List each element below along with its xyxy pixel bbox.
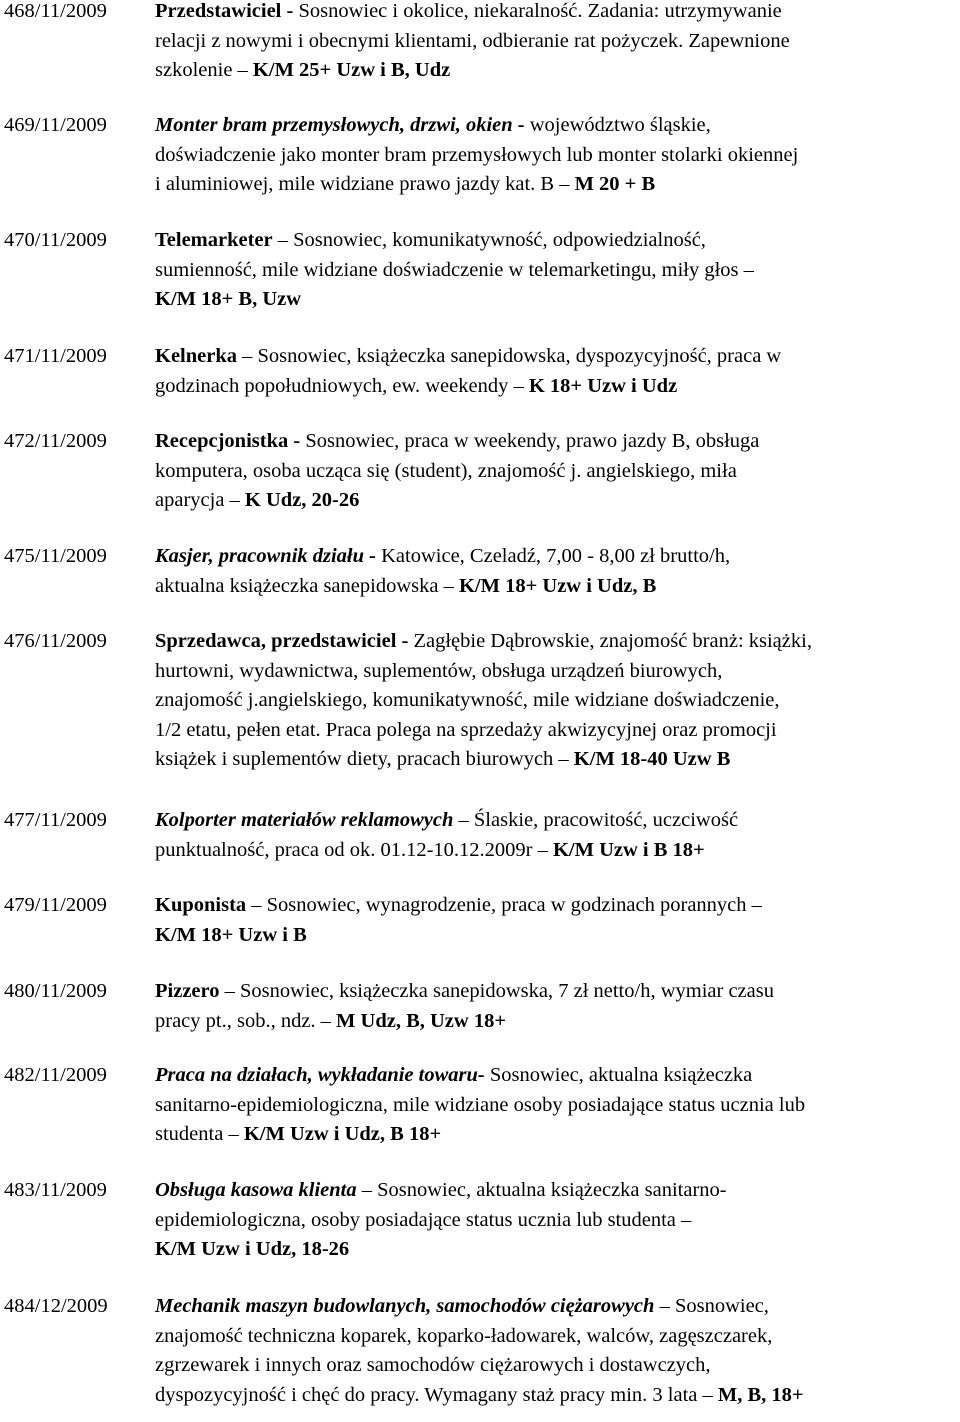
description-line <box>155 977 957 1007</box>
description-line <box>155 891 957 921</box>
description-line <box>155 1061 957 1091</box>
listing-number: 484/12/2009 <box>4 1295 108 1317</box>
description-line <box>155 285 957 315</box>
description-line <box>155 1235 957 1265</box>
body-text: pracy pt., sob., ndz. – <box>155 1009 337 1032</box>
emphasis-text: Recepcjonistka - <box>155 430 306 452</box>
listing-description <box>155 1292 957 1410</box>
listing-description <box>155 806 957 865</box>
listing-number: 479/11/2009 <box>4 894 107 916</box>
description-line <box>155 226 957 256</box>
emphasis-text: M 20 + B <box>574 173 656 195</box>
listing-description <box>155 111 957 200</box>
listing-description <box>155 427 957 516</box>
body-text: sumienność, mile widziane doświadczenie w telemarketingu, miły głos – <box>155 258 754 281</box>
body-text: punktualność, praca od ok. 01.12-10.12.2009r – <box>155 838 553 861</box>
emphasis-text: M, B, 18+ <box>717 1383 804 1406</box>
description-line <box>155 1381 957 1411</box>
listing-number: 477/11/2009 <box>4 809 107 831</box>
description-line <box>155 0 957 27</box>
description-line <box>155 1007 957 1037</box>
description-line <box>155 486 957 516</box>
listing-description <box>155 627 957 775</box>
listing-description <box>155 342 957 401</box>
body-text: Zagłębie Dąbrowskie, znajomość branż: książki, <box>413 630 812 652</box>
description-line <box>155 1322 957 1352</box>
body-text: 1/2 etatu, pełen etat. Praca polega na sprzedaży akwizycyjnej oraz promocji <box>155 718 777 741</box>
body-text: i aluminiowej, mile widziane prawo jazdy kat. B – <box>155 173 575 195</box>
body-text: studenta – <box>155 1123 244 1145</box>
listing-number: 475/11/2009 <box>4 545 107 567</box>
job-title-text: Mechanik maszyn budowlanych, samochodów ciężarowych <box>155 1295 655 1317</box>
body-text: znajomość j.angielskiego, komunikatywność, mile widziane doświadczenie, <box>155 689 780 711</box>
description-line <box>155 27 957 57</box>
body-text: szkolenie – <box>155 59 253 81</box>
body-text: Sosnowiec, praca w weekendy, prawo jazdy B, obsługa <box>305 430 760 452</box>
description-line <box>155 141 957 171</box>
body-text: – Sosnowiec, komunikatywność, odpowiedzialność, <box>272 229 706 251</box>
emphasis-text: K/M 25+ Uzw i B, Udz <box>252 59 451 81</box>
body-text: aparycja – <box>155 489 245 511</box>
body-text: aktualna książeczka sanepidowska – <box>155 574 459 597</box>
description-line <box>155 921 957 951</box>
body-text: dyspozycyjność i chęć do pracy. Wymagany staż pracy min. 3 lata – <box>155 1383 718 1406</box>
body-text: doświadczenie jako monter bram przemysłowych lub monter stolarki okiennej <box>155 143 799 166</box>
body-text: relacji z nowymi i obecnymi klientami, odbieranie rat pożyczek. Zapewnione <box>155 29 790 52</box>
description-line <box>155 836 957 866</box>
body-text: – Sosnowiec, aktualna książeczka sanitarno- <box>356 1179 727 1201</box>
body-text: Sosnowiec, aktualna książeczka <box>489 1064 753 1086</box>
emphasis-text: Kelnerka <box>155 345 237 367</box>
job-title-text: Praca na działach, wykładanie towaru- <box>155 1064 490 1086</box>
listing-number: 470/11/2009 <box>4 229 107 251</box>
emphasis-text: Sprzedawca, przedstawiciel - <box>155 630 414 652</box>
description-line <box>155 1206 957 1236</box>
description-line <box>155 542 957 572</box>
listing-description <box>155 1061 957 1150</box>
description-line <box>155 427 957 457</box>
listing-number: 471/11/2009 <box>4 345 107 367</box>
emphasis-text: Pizzero <box>155 980 220 1002</box>
body-text: województwo śląskie, <box>529 114 711 136</box>
emphasis-text: K 18+ Uzw i Udz <box>528 374 678 397</box>
description-line <box>155 372 957 402</box>
listing-description <box>155 0 957 86</box>
body-text: znajomość techniczna koparek, koparko-ładowarek, walców, zagęszczarek, <box>155 1324 773 1347</box>
description-line <box>155 1120 957 1150</box>
body-text: godzinach popołudniowych, ew. weekendy – <box>155 374 529 397</box>
listing-number: 469/11/2009 <box>4 114 107 136</box>
description-line <box>155 745 957 775</box>
listing-number: 480/11/2009 <box>4 980 107 1002</box>
description-line <box>155 56 957 86</box>
description-line <box>155 686 957 716</box>
emphasis-text: Przedstawiciel - <box>155 0 299 22</box>
listing-number: 468/11/2009 <box>4 0 107 22</box>
body-text: – Sosnowiec, <box>654 1295 769 1317</box>
listing-number: 476/11/2009 <box>4 630 107 652</box>
description-line <box>155 627 957 657</box>
emphasis-text: K Udz, 20-26 <box>244 489 360 511</box>
emphasis-text: M Udz, B, Uzw 18+ <box>336 1009 507 1032</box>
emphasis-text: K/M 18+ Uzw i Udz, B <box>458 574 657 597</box>
listing-number: 482/11/2009 <box>4 1064 107 1086</box>
body-text: zgrzewarek i innych oraz samochodów ciężarowych i dostawczych, <box>155 1354 711 1376</box>
body-text: – Sosnowiec, wynagrodzenie, praca w godzinach porannych – <box>246 894 762 916</box>
description-line <box>155 806 957 836</box>
body-text: epidemiologiczna, osoby posiadające status ucznia lub studenta – <box>155 1208 692 1231</box>
job-title-text: Kasjer, pracownik działu - <box>155 545 382 567</box>
body-text: – Sosnowiec, książeczka sanepidowska, 7 zł netto/h, wymiar czasu <box>219 980 774 1002</box>
listing-description <box>155 226 957 315</box>
job-title-text: Monter bram przemysłowych, drzwi, okien - <box>155 114 530 136</box>
emphasis-text: Telemarketer <box>155 229 273 251</box>
listing-number: 483/11/2009 <box>4 1179 107 1201</box>
body-text: książek i suplementów diety, pracach biurowych – <box>155 748 574 770</box>
description-line <box>155 716 957 746</box>
body-text: komputera, osoba ucząca się (student), znajomość j. angielskiego, miła <box>155 459 737 482</box>
description-line <box>155 342 957 372</box>
listing-description <box>155 977 957 1036</box>
body-text: – Sosnowiec, książeczka sanepidowska, dyspozycyjność, praca w <box>237 345 782 367</box>
emphasis-text: K/M Uzw i B 18+ <box>552 838 705 861</box>
description-line <box>155 572 957 602</box>
emphasis-text: K/M Uzw i Udz, B 18+ <box>243 1123 442 1145</box>
description-line <box>155 170 957 200</box>
description-line <box>155 1351 957 1381</box>
body-text: sanitarno-epidemiologiczna, mile widziane osoby posiadające status ucznia lub <box>155 1093 806 1116</box>
listing-number: 472/11/2009 <box>4 430 107 452</box>
description-line <box>155 111 957 141</box>
body-text: hurtowni, wydawnictwa, suplementów, obsługa urządzeń biurowych, <box>155 659 723 682</box>
body-text: Sosnowiec i okolice, niekaralność. Zadania: utrzymywanie <box>298 0 782 22</box>
emphasis-text: Kuponista <box>155 894 247 916</box>
description-line <box>155 657 957 687</box>
body-text: – Ślaskie, pracowitość, uczciwość <box>453 809 739 831</box>
body-text: Katowice, Czeladź, 7,00 - 8,00 zł brutto/h, <box>381 545 731 567</box>
emphasis-text: K/M Uzw i Udz, 18-26 <box>155 1238 350 1260</box>
emphasis-text: K/M 18+ Uzw i B <box>155 923 307 946</box>
job-title-text: Kolporter materiałów reklamowych <box>155 809 454 831</box>
description-line <box>155 1091 957 1121</box>
description-line <box>155 1292 957 1322</box>
listing-description <box>155 891 957 950</box>
description-line <box>155 457 957 487</box>
description-line <box>155 1176 957 1206</box>
listing-description <box>155 542 957 601</box>
listing-description <box>155 1176 957 1265</box>
emphasis-text: K/M 18-40 Uzw B <box>573 748 731 770</box>
job-title-text: Obsługa kasowa klienta <box>155 1179 357 1201</box>
description-line <box>155 256 957 286</box>
emphasis-text: K/M 18+ B, Uzw <box>155 288 302 310</box>
